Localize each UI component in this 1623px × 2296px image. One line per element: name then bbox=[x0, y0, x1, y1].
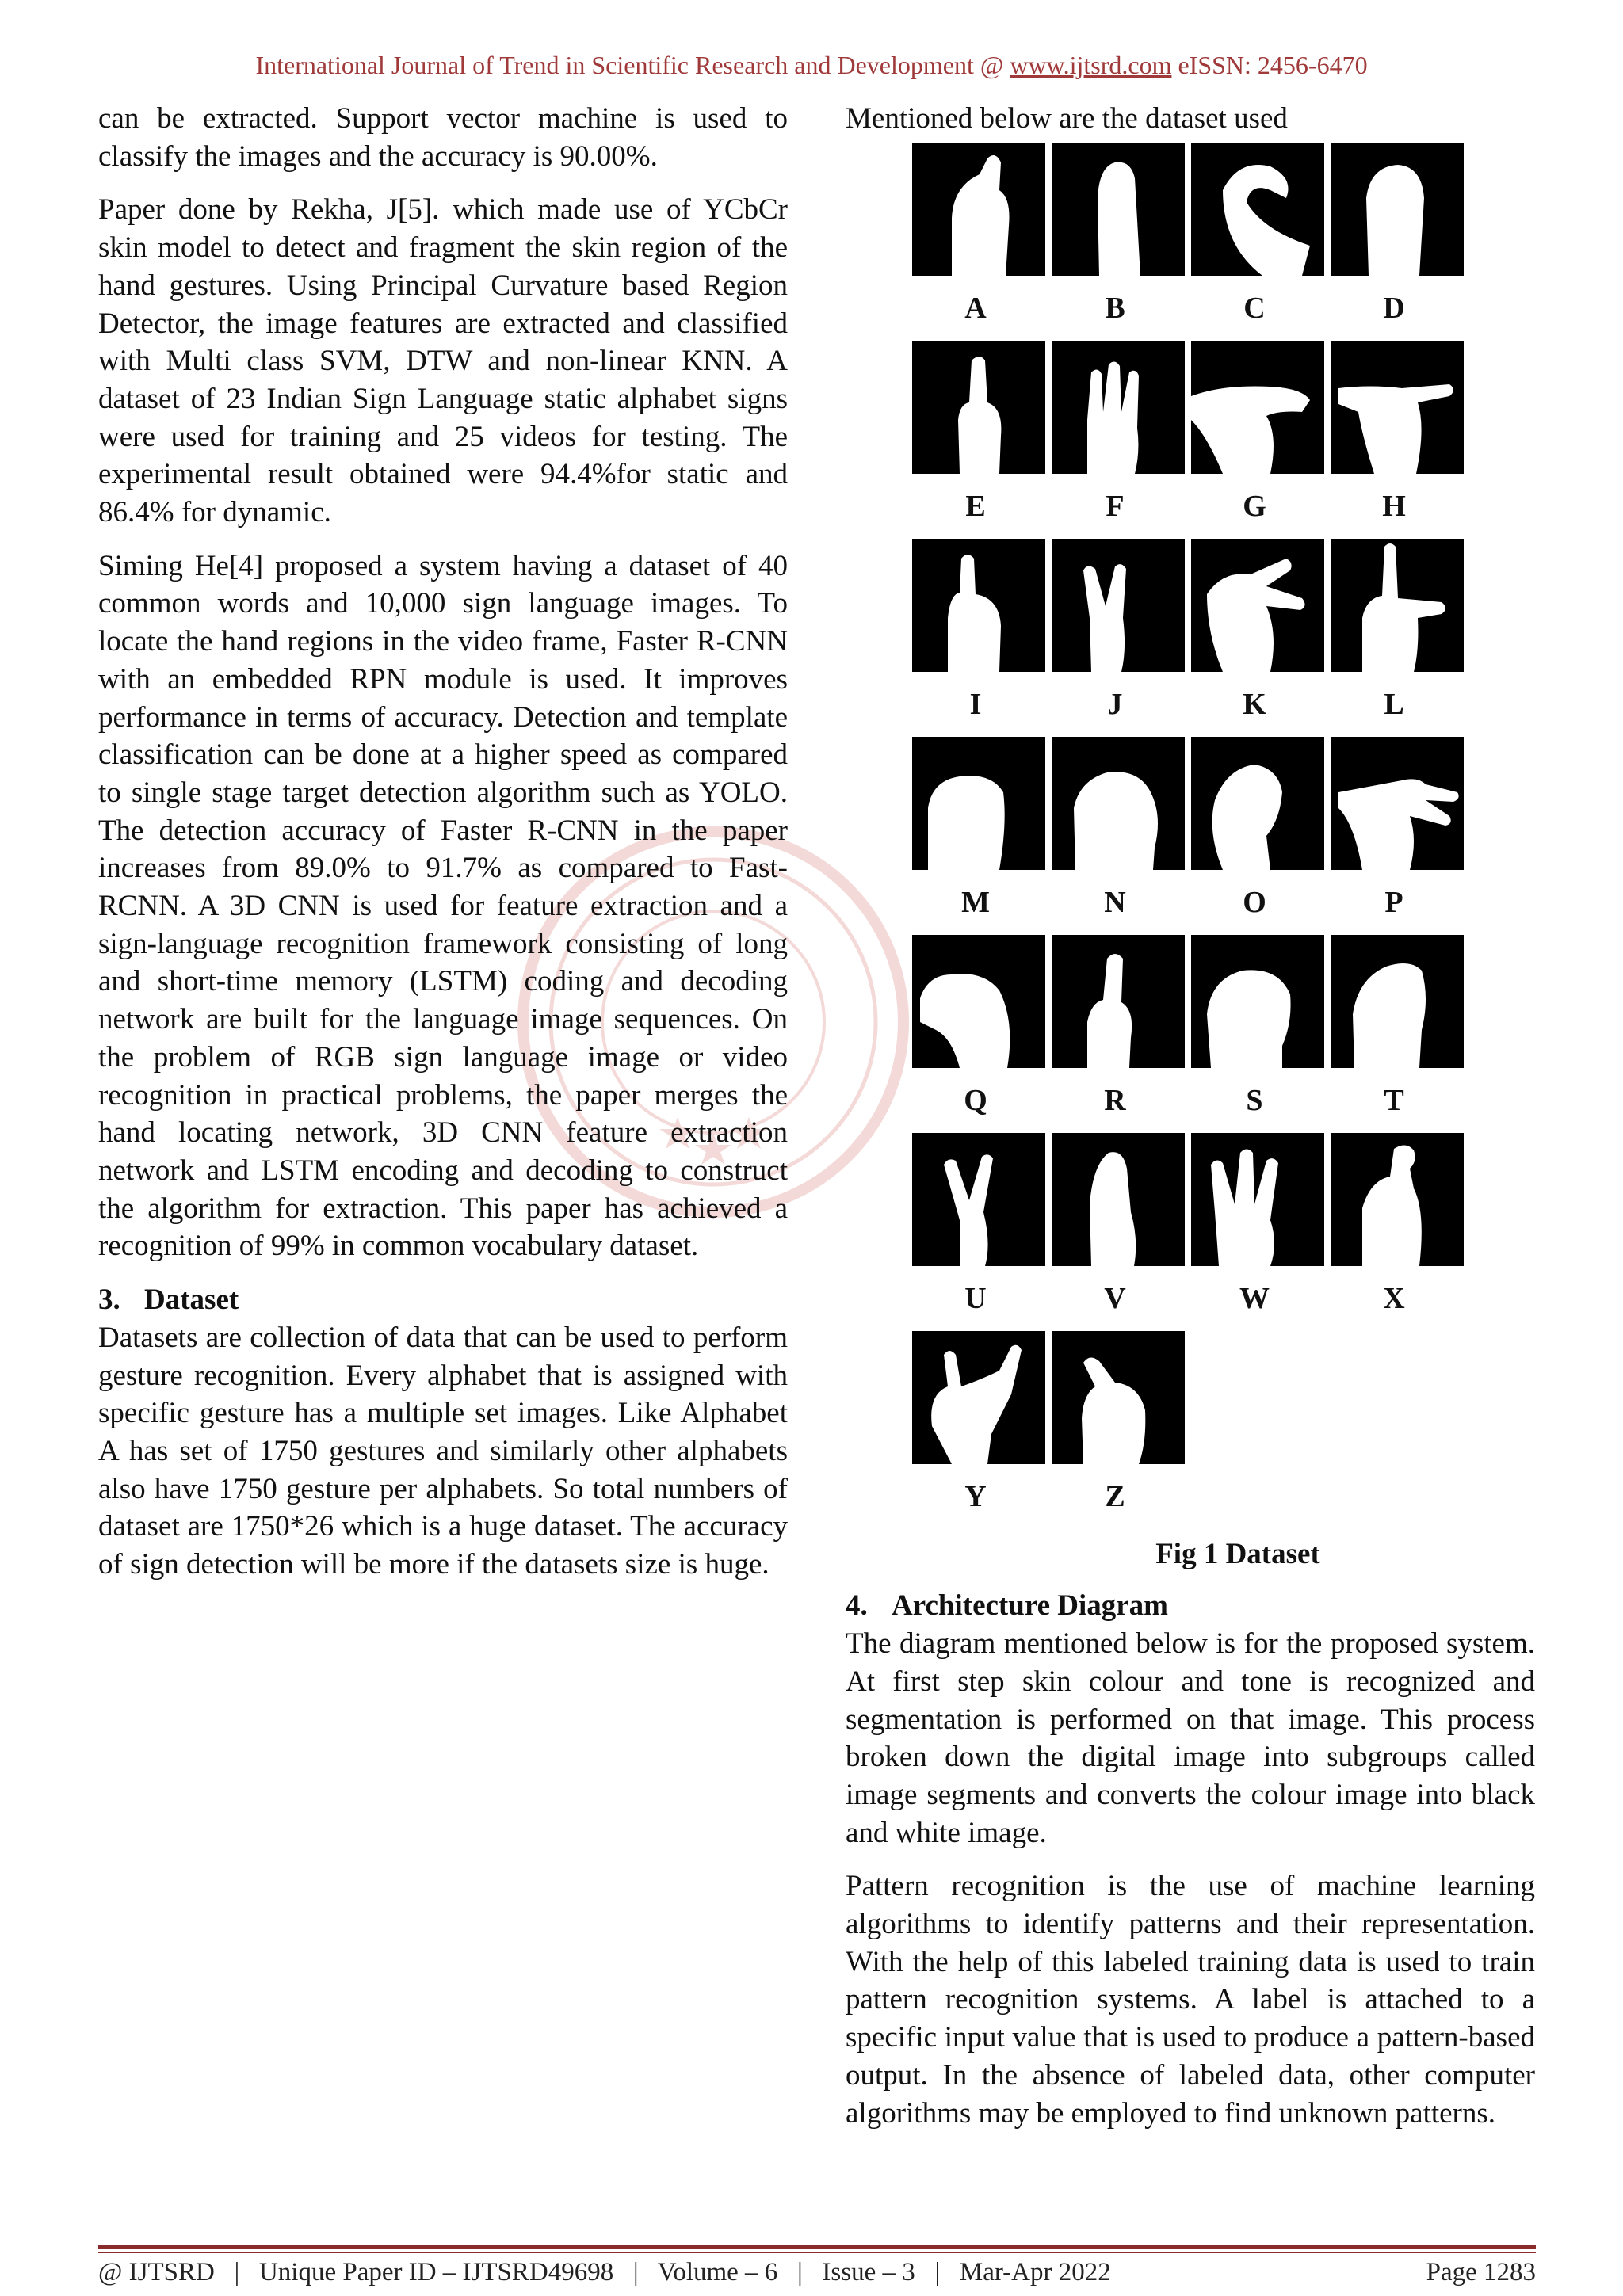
dataset-sample bbox=[1331, 935, 1464, 1133]
gesture-letter-label: Q bbox=[964, 1083, 987, 1117]
dataset-sample bbox=[1331, 1133, 1464, 1331]
footer-separator: | bbox=[632, 2258, 639, 2286]
gesture-letter-label: M bbox=[961, 885, 990, 919]
dataset-sample bbox=[1191, 341, 1324, 539]
gesture-letter-label: Z bbox=[1105, 1479, 1125, 1513]
gesture-letter-label: L bbox=[1384, 687, 1404, 721]
gesture-letter-label: G bbox=[1243, 489, 1266, 523]
hand-gesture-image bbox=[1052, 1133, 1185, 1266]
hand-gesture-image bbox=[912, 935, 1045, 1068]
dataset-sample bbox=[912, 737, 1045, 935]
footer-paper-id: Unique Paper ID – IJTSRD49698 bbox=[258, 2258, 614, 2286]
hand-gesture-image bbox=[1331, 737, 1464, 870]
section-3-number: 3. bbox=[98, 1283, 120, 1317]
paragraph-architecture: The diagram mentioned below is for the proposed system. At first step skin colour and tone is recognized and segmentation is performed on that image. This process broken down the digital image into subgroups called image segments and converts the colour image into black and white image. bbox=[846, 1627, 1535, 1849]
running-header bbox=[0, 49, 1623, 81]
header-website-link[interactable]: www.ijtsrd.com bbox=[1010, 51, 1172, 79]
dataset-sample bbox=[1191, 737, 1324, 935]
hand-gesture-image bbox=[1331, 143, 1464, 276]
hand-gesture-image bbox=[1052, 143, 1185, 276]
gesture-letter-label: N bbox=[1104, 885, 1126, 919]
gesture-letter-label: D bbox=[1383, 291, 1405, 325]
right-column bbox=[846, 100, 1535, 2148]
dataset-sample bbox=[912, 143, 1045, 341]
gesture-letter-label: P bbox=[1384, 885, 1403, 919]
dataset-sample bbox=[912, 539, 1045, 737]
dataset-sample bbox=[1052, 737, 1185, 935]
dataset-sample bbox=[1191, 143, 1324, 341]
dataset-sample bbox=[1052, 143, 1185, 341]
section-4-heading bbox=[846, 1587, 1535, 1625]
gesture-letter-label: O bbox=[1243, 885, 1266, 919]
footer-date: Mar-Apr 2022 bbox=[959, 2258, 1111, 2286]
hand-gesture-image bbox=[912, 539, 1045, 672]
footer-volume: Volume – 6 bbox=[657, 2258, 778, 2286]
footer-separator: | bbox=[234, 2258, 240, 2286]
gesture-letter-label: U bbox=[964, 1281, 987, 1315]
paragraph-svm: can be extracted. Support vector machine is used to classify the images and the accuracy is 90.00%. bbox=[98, 102, 788, 173]
section-4-title: Architecture Diagram bbox=[892, 1589, 1168, 1623]
hand-gesture-image bbox=[1331, 539, 1464, 672]
footer-page-number: Page 1283 bbox=[1426, 2258, 1536, 2286]
footer-rule-thick bbox=[98, 2245, 1536, 2249]
footer-rule-thin bbox=[98, 2252, 1536, 2253]
running-footer bbox=[98, 2255, 1536, 2290]
hand-gesture-image bbox=[912, 143, 1045, 276]
gesture-letter-label: V bbox=[1104, 1281, 1126, 1315]
dataset-sample bbox=[1052, 1133, 1185, 1331]
hand-gesture-image bbox=[912, 341, 1045, 474]
hand-gesture-image bbox=[1191, 341, 1324, 474]
gesture-letter-label: W bbox=[1239, 1281, 1270, 1315]
hand-gesture-image bbox=[1191, 935, 1324, 1068]
footer-journal: @ IJTSRD bbox=[98, 2258, 215, 2286]
hand-gesture-image bbox=[1052, 539, 1185, 672]
header-journal-name: International Journal of Trend in Scientific Research and Development @ bbox=[255, 51, 1004, 79]
paragraph-siming-he: Siming He[4] proposed a system having a dataset of 40 common words and 10,000 sign language images. To locate the hand regions in the video frame, Faster R-CNN with an embedded RPN module is used. It improves performance in terms of accuracy. Detection and template classification can be done at a higher speed as compared to single stage target detection algorithm such as YOLO. The detection accuracy of Faster R-CNN in the paper increases from 89.0% to 91.7% as compared to Fast-RCNN. A 3D CNN is used for feature extraction and a sign-language recognition framework consisting of long and short-time memory (LSTM) coding and decoding network are built for the language image sequences. On the problem of RGB sign language image or video recognition in practical problems, the paper merges the hand locating network, 3D CNN feature extraction network and LSTM encoding and decoding to construct the algorithm for extraction. This paper has achieved a recognition of 99% in common vocabulary dataset. bbox=[98, 549, 788, 1263]
hand-gesture-image bbox=[1331, 1133, 1464, 1266]
hand-gesture-image bbox=[912, 737, 1045, 870]
gesture-letter-label: H bbox=[1382, 489, 1406, 523]
gesture-letter-label: T bbox=[1384, 1083, 1404, 1117]
dataset-sample bbox=[1191, 935, 1324, 1133]
paragraph-rekha: Paper done by Rekha, J[5]. which made use of YCbCr skin model to detect and fragment the skin region of the hand gestures. Using Principal Curvature based Region Detector, the image features are extracted and classified with Multi class SVM, DTW and non-linear KNN. A dataset of 23 Indian Sign Language static alphabet signs were used for training and 25 videos for testing. The experimental result obtained were 94.4%for static and 86.4% for dynamic. bbox=[98, 193, 788, 529]
footer-separator: | bbox=[797, 2258, 803, 2286]
dataset-sample bbox=[1331, 737, 1464, 935]
left-column bbox=[98, 100, 788, 1600]
hand-gesture-image bbox=[1052, 935, 1185, 1068]
dataset-sample bbox=[1331, 143, 1464, 341]
hand-gesture-image bbox=[1191, 1133, 1324, 1266]
dataset-sample bbox=[1191, 1133, 1324, 1331]
figure-caption: Fig 1 Dataset bbox=[1155, 1537, 1320, 1570]
dataset-figure bbox=[912, 143, 1467, 1529]
gesture-letter-label: B bbox=[1105, 291, 1125, 325]
dataset-sample bbox=[1331, 539, 1464, 737]
paragraph-dataset: Datasets are collection of data that can be used to perform gesture recognition. Every alphabet that is assigned with specific gesture has a multiple set images. Like Alphabet A has set of 1750 gestures and similarly other alphabets also have 1750 gesture per alphabets. So total numbers of dataset are 1750*26 which is a huge dataset. The accuracy of sign detection will be more if the datasets size is huge. bbox=[98, 1321, 788, 1581]
hand-gesture-image bbox=[1191, 737, 1324, 870]
section-3-title: Dataset bbox=[144, 1283, 239, 1317]
gesture-letter-label: C bbox=[1243, 291, 1266, 325]
dataset-sample bbox=[912, 1133, 1045, 1331]
gesture-letter-label: E bbox=[965, 489, 986, 523]
gesture-letter-label: Y bbox=[964, 1479, 987, 1513]
dataset-sample bbox=[912, 1331, 1045, 1529]
hand-gesture-image bbox=[1191, 539, 1324, 672]
gesture-letter-label: R bbox=[1104, 1083, 1126, 1117]
hand-gesture-image bbox=[912, 1133, 1045, 1266]
gesture-letter-label: F bbox=[1106, 489, 1125, 523]
paragraph-pattern-recognition: Pattern recognition is the use of machine learning algorithms to identify patterns and their representation. With the help of this labeled training data is used to train pattern recognition systems. A label is attached to a specific input value that is used to produce a pattern-based output. In the absence of labeled data, other computer algorithms may be employed to find unknown patterns. bbox=[846, 1870, 1535, 2130]
dataset-sample bbox=[1052, 539, 1185, 737]
hand-gesture-image bbox=[1052, 341, 1185, 474]
hand-gesture-image bbox=[912, 1331, 1045, 1464]
dataset-sample bbox=[1052, 341, 1185, 539]
dataset-sample bbox=[1191, 539, 1324, 737]
header-issn: eISSN: 2456-6470 bbox=[1178, 51, 1368, 79]
dataset-intro: Mentioned below are the dataset used bbox=[846, 102, 1288, 135]
dataset-sample bbox=[1052, 1331, 1185, 1529]
hand-gesture-image bbox=[1331, 341, 1464, 474]
hand-gesture-image bbox=[1052, 1331, 1185, 1464]
section-4-number: 4. bbox=[846, 1589, 868, 1623]
gesture-letter-label: X bbox=[1383, 1281, 1405, 1315]
hand-gesture-image bbox=[1331, 935, 1464, 1068]
hand-gesture-image bbox=[1191, 143, 1324, 276]
gesture-letter-label: S bbox=[1246, 1083, 1263, 1117]
dataset-sample bbox=[1331, 341, 1464, 539]
gesture-letter-label: I bbox=[969, 687, 982, 721]
gesture-letter-label: J bbox=[1107, 687, 1123, 721]
gesture-letter-label: A bbox=[964, 291, 987, 325]
gesture-letter-label: K bbox=[1243, 687, 1266, 721]
dataset-sample bbox=[912, 935, 1045, 1133]
footer-issue: Issue – 3 bbox=[822, 2258, 915, 2286]
hand-gesture-image bbox=[1052, 737, 1185, 870]
section-3-heading bbox=[98, 1281, 788, 1319]
footer-separator: | bbox=[934, 2258, 941, 2286]
dataset-sample bbox=[912, 341, 1045, 539]
dataset-sample bbox=[1052, 935, 1185, 1133]
